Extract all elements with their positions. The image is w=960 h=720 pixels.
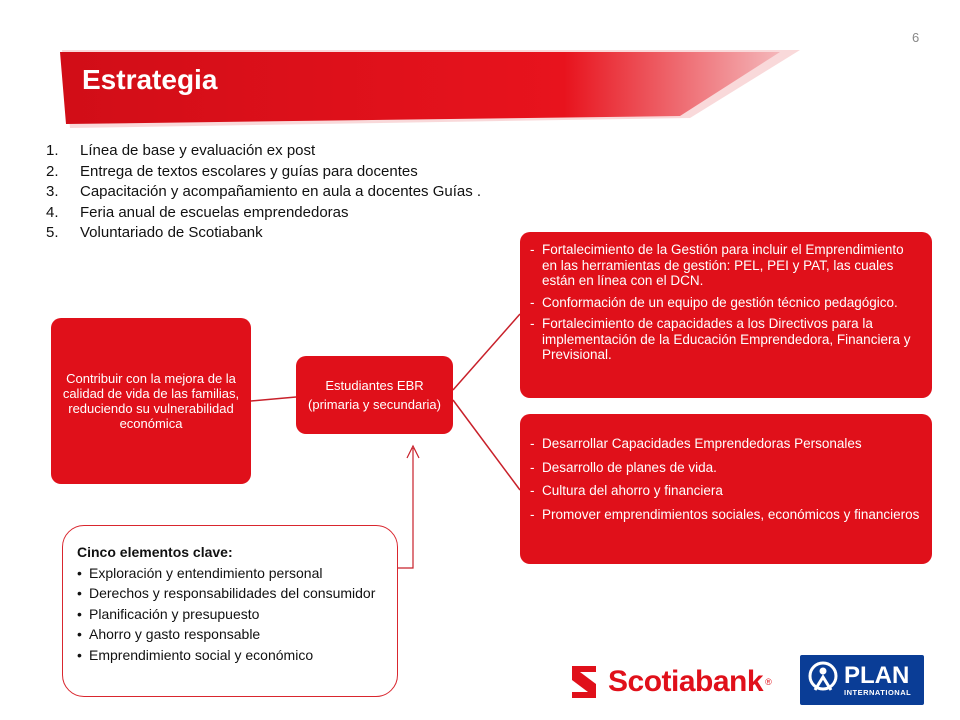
strategy-item: 2. Entrega de textos escolares y guías para docentes [46,162,418,180]
capacities-item: - Desarrollo de planes de vida. [530,460,922,476]
strategy-item: 1. Línea de base y evaluación ex post [46,142,316,159]
capacities-item: - Desarrollar Capacidades Emprendedoras Personales [530,436,922,452]
students-box [296,356,453,434]
arrow-head-icon [407,446,419,458]
capacities-box [520,414,932,564]
capacities-item: - Cultura del ahorro y financiera [530,483,922,499]
connector-students-management [453,314,520,390]
key-element-item: • Ahorro y gasto responsable [77,624,387,645]
strategy-item: 5. Voluntariado de Scotiabank [46,224,263,241]
plan-figure-icon [806,660,840,700]
connector-students-capacities [453,400,520,490]
plan-international-logo [800,655,924,705]
students-sublabel: (primaria y secundaria) [308,397,441,412]
registered-mark: ® [765,677,772,687]
management-box [520,232,932,398]
scotiabank-s-icon [566,662,602,702]
page-title: Estrategia [82,64,218,95]
strategy-item: 3. Capacitación y acompañamiento en aula a docentes Guías . [46,183,482,200]
goal-box [51,318,251,484]
strategy-list [46,141,506,244]
key-element-item: • Exploración y entendimiento personal [77,563,387,584]
scotiabank-logo [566,660,776,704]
connector-goal-students [251,397,296,401]
goal-text: Contribuir con la mejora de la calidad de vida de las familias, reduciendo su vulnerabilidad económica [62,371,240,431]
management-item: - Fortalecimiento de la Gestión para incluir el Emprendimiento en las herramientas de gestión: PEL, PEI y PAT, las cuales están en línea con el DCN. [530,242,922,289]
capacities-item: - Promover emprendimientos sociales, económicos y financieros [530,507,922,523]
key-element-item: • Derechos y responsabilidades del consumidor [77,583,387,604]
key-element-item: • Planificación y presupuesto [77,604,387,625]
connector-elements-students [398,448,413,568]
management-item: - Fortalecimiento de capacidades a los Directivos para la implementación de la Educación Emprendedora, Financiera y Previsional. [530,316,922,363]
strategy-item: 4. Feria anual de escuelas emprendedoras [46,203,349,221]
key-elements-box [62,525,398,697]
page-number: 6 [912,30,920,45]
key-element-item: • Emprendimiento social y económico [77,645,387,666]
key-elements-title: Cinco elementos clave: [77,544,233,560]
management-item: - Conformación de un equipo de gestión técnico pedagógico. [530,295,922,311]
scotiabank-wordmark: Scotiabank [608,665,764,698]
plan-wordmark: PLAN [844,661,910,689]
plan-subtitle: INTERNATIONAL [844,687,912,697]
students-label: Estudiantes EBR [325,378,424,393]
